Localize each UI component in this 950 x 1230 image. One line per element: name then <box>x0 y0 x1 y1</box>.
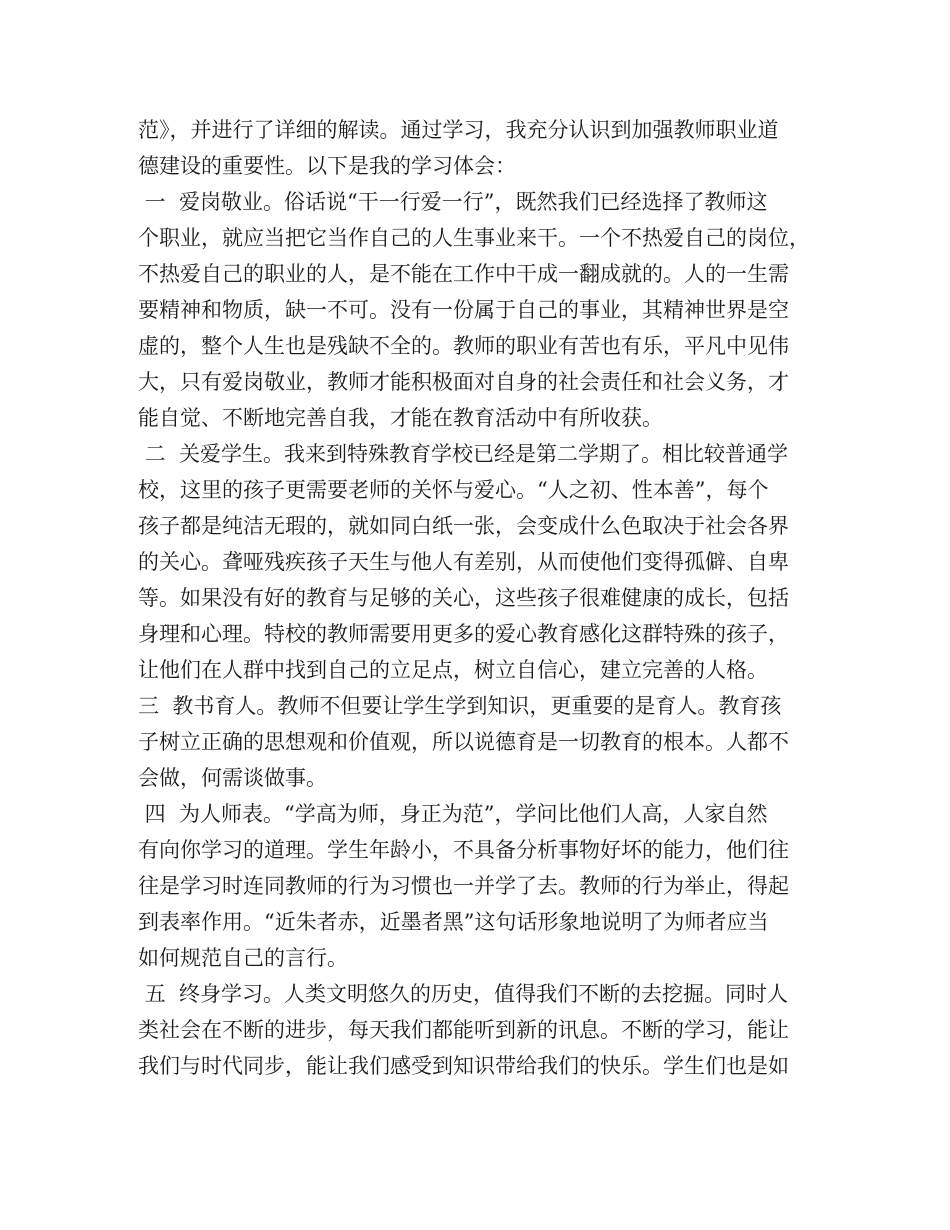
text-line: 类社会在不断的进步，每天我们都能听到新的讯息。不断的学习，能让 <box>138 1018 789 1042</box>
text-line: 大，只有爱岗敬业，教师才能积极面对自身的社会责任和社会义务，才 <box>138 370 789 394</box>
text-line: 的关心。聋哑残疾孩子天生与他人有差别，从而使他们变得孤僻、自卑 <box>138 550 789 574</box>
text-line: 一 爱岗敬业。俗话说“干一行爱一行”，既然我们已经选择了教师这 <box>138 190 768 214</box>
text-line: 三 教书育人。教师不但要让学生学到知识，更重要的是育人。教育孩 <box>138 694 782 718</box>
text-line: 个职业，就应当把它当作自己的人生事业来干。一个不热爱自己的岗位， <box>138 226 810 250</box>
text-line: 往是学习时连同教师的行为习惯也一并学了去。教师的行为举止，得起 <box>138 874 789 898</box>
text-line: 德建设的重要性。以下是我的学习体会： <box>138 154 516 178</box>
text-line: 子树立正确的思想观和价值观，所以说德育是一切教育的根本。人都不 <box>138 730 789 754</box>
text-line: 等。如果没有好的教育与足够的关心，这些孩子很难健康的成长，包括 <box>138 586 789 610</box>
text-line: 能自觉、不断地完善自我，才能在教育活动中有所收获。 <box>138 406 663 430</box>
text-line: 四 为人师表。“学高为师，身正为范”，学问比他们人高，人家自然 <box>138 802 768 826</box>
text-line: 让他们在人群中找到自己的立足点，树立自信心，建立完善的人格。 <box>138 658 768 682</box>
text-line: 我们与时代同步，能让我们感受到知识带给我们的快乐。学生们也是如 <box>138 1054 789 1078</box>
text-line: 虚的，整个人生也是残缺不全的。教师的职业有苦也有乐，平凡中见伟 <box>138 334 789 358</box>
text-line: 到表率作用。“近朱者赤，近墨者黑”这句话形象地说明了为师者应当 <box>138 910 769 934</box>
text-line: 孩子都是纯洁无瑕的，就如同白纸一张，会变成什么色取决于社会各界 <box>138 514 789 538</box>
text-line: 如何规范自己的言行。 <box>138 946 348 970</box>
text-line: 有向你学习的道理。学生年龄小，不具备分析事物好坏的能力，他们往 <box>138 838 789 862</box>
text-line: 身理和心理。特校的教师需要用更多的爱心教育感化这群特殊的孩子， <box>138 622 789 646</box>
text-line: 不热爱自己的职业的人，是不能在工作中干成一翻成就的。人的一生需 <box>138 262 789 286</box>
text-line: 五 终身学习。人类文明悠久的历史，值得我们不断的去挖掘。同时人 <box>138 982 789 1006</box>
document-body <box>138 112 828 1084</box>
text-line: 会做，何需谈做事。 <box>138 766 327 790</box>
text-line: 要精神和物质，缺一不可。没有一份属于自己的事业，其精神世界是空 <box>138 298 789 322</box>
text-line: 范》，并进行了详细的解读。通过学习，我充分认识到加强教师职业道 <box>138 118 779 142</box>
text-line: 校，这里的孩子更需要老师的关怀与爱心。“人之初、性本善”，每个 <box>138 478 769 502</box>
text-line: 二 关爱学生。我来到特殊教育学校已经是第二学期了。相比较普通学 <box>138 442 789 466</box>
